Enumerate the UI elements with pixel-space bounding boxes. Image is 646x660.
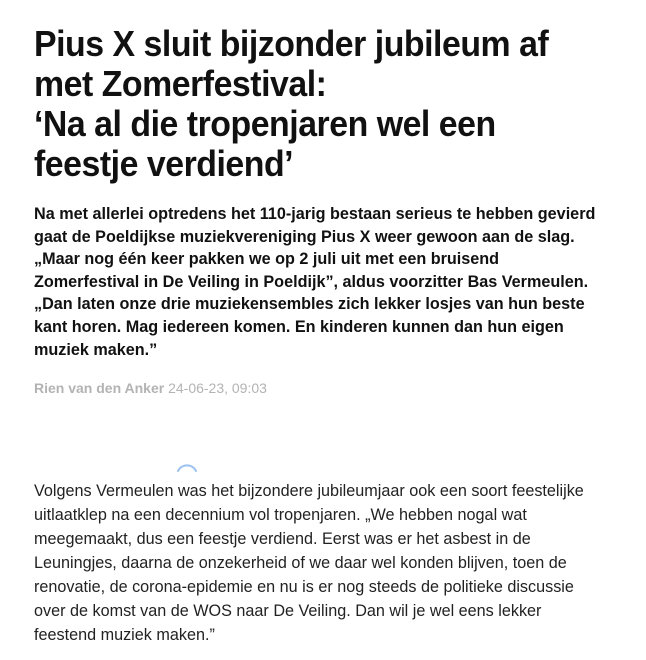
intro-line: kant horen. Mag iedereen komen. En kinderen kunnen dan hun eigen: [34, 317, 564, 336]
body-line: uitlaatklep na een decennium vol tropenjaren. „We hebben nogal wat: [34, 506, 527, 524]
intro-line: Na met allerlei optredens het 110-jarig bestaan serieus te hebben gevierd: [34, 205, 596, 223]
loading-spinner-icon: [176, 462, 198, 472]
intro-line: „Dan laten onze drie muziekensembles zich lekker losjes van hun beste: [34, 295, 585, 314]
article-byline: [34, 378, 267, 398]
intro-line: gaat de Poeldijkse muziekvereniging Pius X weer gewoon aan de slag.: [34, 227, 575, 246]
article-intro: [34, 203, 634, 361]
body-line: over de komst van de WOS naar De Veiling. Dan wil je wel eens lekker: [34, 602, 542, 620]
body-line: renovatie, de corona-epidemie en nu is er nog steeds de politieke discussie: [34, 578, 574, 596]
article-body: [34, 479, 634, 647]
intro-line: muziek maken.”: [34, 340, 158, 359]
headline-line: feestje verdiend’: [34, 143, 294, 184]
author-name[interactable]: Rien van den Anker: [34, 380, 165, 396]
intro-line: „Maar nog één keer pakken we op 2 juli uit met een bruisend: [34, 250, 500, 269]
body-line: meegemaakt, dus een feestje verdiend. Eerst was er het asbest in de: [34, 530, 531, 548]
body-line: feestend muziek maken.”: [34, 626, 215, 644]
headline-line: met Zomerfestival:: [34, 63, 327, 104]
intro-line: Zomerfestival in De Veiling in Poeldijk”, aldus voorzitter Bas Vermeulen.: [34, 272, 589, 291]
headline-line: Pius X sluit bijzonder jubileum af: [34, 23, 549, 64]
article-headline: [34, 24, 598, 184]
body-line: Leuningjes, daarna de onzekerheid of we daar wel konden blijven, toen de: [34, 554, 567, 572]
headline-line: ‘Na al die tropenjaren wel een: [34, 103, 496, 144]
body-line: Volgens Vermeulen was het bijzondere jubileumjaar ook een soort feestelijke: [34, 482, 584, 500]
publish-timestamp: 24-06-23, 09:03: [168, 380, 267, 396]
